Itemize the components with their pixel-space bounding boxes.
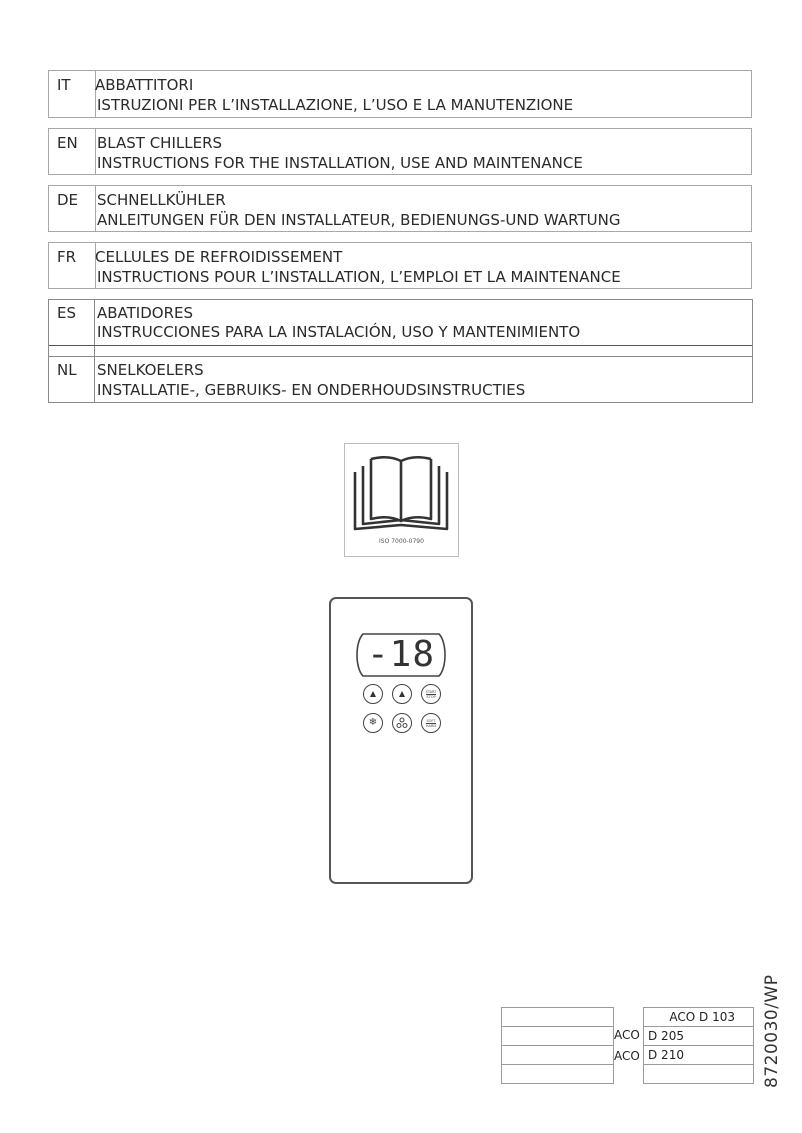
model-cell: D 205 [644,1027,754,1046]
lang-title: SCHNELLKÜHLER [97,191,226,209]
fan-button [392,713,412,733]
lang-title: CELLULES DE REFROIDISSEMENT [95,248,343,266]
divider [49,345,752,346]
read-manual-book-icon [345,444,458,536]
lang-code: NL [57,361,77,379]
lang-subtitle: INSTALLATIE-, GEBRUIKS- EN ONDERHOUDSINSTRUCTIES [97,381,526,399]
up-button-2 [392,684,412,704]
divider [49,356,752,357]
lang-block-fr [48,242,752,289]
lang-code: EN [57,134,78,152]
iso-symbol [344,443,459,557]
up-arrow-icon [370,691,376,697]
model-prefix: ACO [614,1049,640,1063]
soft-hard-icon: SOFT HARD [425,718,437,728]
lang-subtitle: INSTRUCCIONES PARA LA INSTALACIÓN, USO Y MANTENIMIENTO [97,323,581,341]
lang-subtitle: INSTRUCTIONS POUR L’INSTALLATION, L’EMPLOI ET LA MAINTENANCE [97,268,621,286]
up-button-1 [363,684,383,704]
chill-button [363,713,383,733]
model-cell: D 210 [644,1046,754,1065]
snowflake-icon: ❄ [368,717,378,728]
lang-block-en [48,128,752,175]
divider [94,300,95,402]
lang-title: SNELKOELERS [97,361,204,379]
lang-block-de [48,185,752,232]
iso-label: ISO 7000-0790 [379,538,424,545]
model-cell [644,1065,754,1084]
model-table-right [643,1007,754,1084]
start-stop-icon: START STOP [425,689,437,699]
model-table-left [501,1007,614,1084]
lang-block-it [48,70,752,118]
lang-subtitle: ISTRUZIONI PER L’INSTALLAZIONE, L’USO E LA MANUTENZIONE [97,96,574,114]
lang-subtitle: INSTRUCTIONS FOR THE INSTALLATION, USE AND MAINTENANCE [97,154,583,172]
divider [95,186,96,231]
lang-title: ABBATTITORI [95,76,194,94]
divider [95,129,96,174]
lang-code: IT [57,76,71,94]
lang-code: FR [57,248,77,266]
lang-code: ES [57,304,76,322]
start-stop-button [421,684,441,704]
document-number: 8720030/WP [762,974,782,1088]
fan-icon [396,717,408,729]
lang-block-es-nl [48,299,753,403]
model-prefix: ACO [614,1028,640,1042]
soft-hard-button [421,713,441,733]
up-arrow-icon [399,691,405,697]
model-cell: ACO D 103 [644,1008,754,1027]
lang-code: DE [57,191,79,209]
lang-title: BLAST CHILLERS [97,134,223,152]
lang-subtitle: ANLEITUNGEN FÜR DEN INSTALLATEUR, BEDIENUNGS-UND WARTUNG [97,211,621,229]
display-value: -18 [366,634,436,675]
temperature-display [355,632,447,678]
lang-title: ABATIDORES [97,304,194,322]
